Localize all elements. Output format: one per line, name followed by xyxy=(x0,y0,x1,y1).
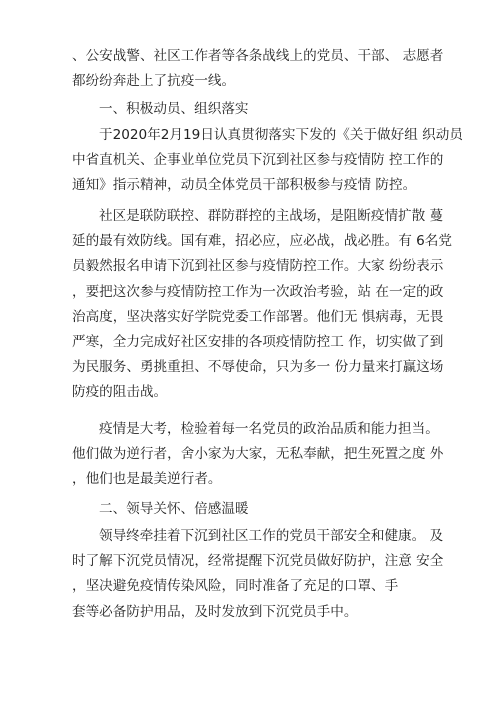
text-line: 、公安战警、社区工作者等各条战线上的党员、干部、 志愿者 xyxy=(72,48,444,64)
text-line: 都纷纷奔赴上了抗疫一线。 xyxy=(72,73,236,90)
section-heading-1: 一、积极动员、组织落实 xyxy=(99,101,249,117)
section1-paragraph-1 xyxy=(72,123,463,199)
text-line: 为民服务、勇挑重担、不辱使命，只为多一 份力量来打赢这场 xyxy=(72,359,444,376)
section1-paragraph-3 xyxy=(72,417,444,493)
text-line: 他们做为逆行者，舍小家为大家，无私奉献，把生死置之度 外 xyxy=(72,446,444,463)
section1-paragraph-2 xyxy=(72,204,452,406)
text-line: 严寒，全力完成好社区安排的各项疫情防控工 作，切实做了到 xyxy=(72,334,444,351)
text-line: 中省直机关、企事业单位党员下沉到社区参与疫情防 控工作的 xyxy=(72,152,444,169)
text-line: 员毅然报名申请下沉到社区参与疫情防控工作。大家 纷纷表示 xyxy=(72,258,444,275)
text-line: 于2020年2月19日认真贯彻落实下发的《关于做好组 织动员 xyxy=(99,127,463,143)
text-line: 时了解下沉党员情况，经常提醒下沉党员做好防护，注意 安全 xyxy=(72,553,444,570)
text-line: 通知》指示精神，动员全体党员干部积极参与疫情 防控。 xyxy=(72,177,417,194)
text-line: 防疫的阻击战。 xyxy=(72,384,168,401)
text-line: ，他们也是最美逆行者。 xyxy=(72,471,222,488)
text-line: 治高度，坚决落实好学院党委工作部署。他们无 惧病毒，无畏 xyxy=(72,308,444,325)
section2-paragraph-1 xyxy=(72,524,444,625)
text-line: ，坚决避免疫情传染风险，同时准备了充足的口罩、手 xyxy=(72,578,399,595)
intro-paragraph xyxy=(72,44,444,94)
text-line: 领导终牵挂着下沉到社区工作的党员干部安全和健康。 及 xyxy=(99,528,444,544)
text-line: ，要把这次参与疫情防控工作为一次政治考验，站 在一定的政 xyxy=(72,283,444,300)
section-heading-2: 二、领导关怀、倍感温暖 xyxy=(99,501,249,517)
text-line: 社区是联防联控、群防群控的主战场，是阻断疫情扩散 蔓 xyxy=(99,208,444,224)
text-line: 套等必备防护用品，及时发放到下沉党员手中。 xyxy=(72,603,358,620)
text-line: 延的最有效防线。国有难，招必应，应必战，战必胜。有 6名党 xyxy=(72,233,452,250)
text-line: 疫情是大考，检验着每一名党员的政治品质和能力担当。 xyxy=(99,421,439,437)
